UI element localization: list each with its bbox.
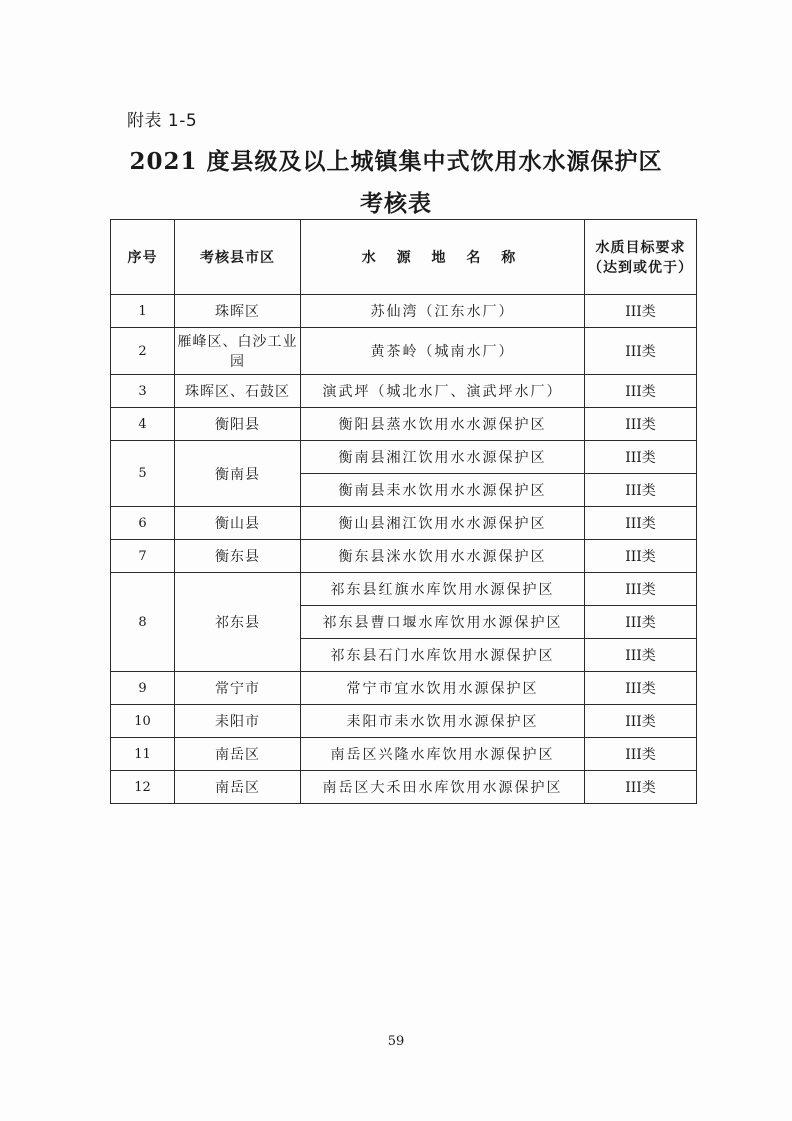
quality-target-cell: III类 <box>585 474 697 507</box>
table-row <box>111 441 697 474</box>
source-name-cell: 祁东县石门水库饮用水源保护区 <box>301 639 585 672</box>
serial-no-cell: 12 <box>111 771 175 804</box>
source-name-cell: 苏仙湾（江东水厂） <box>301 295 585 328</box>
quality-target-cell: III类 <box>585 738 697 771</box>
table-row <box>111 738 697 771</box>
source-name-cell: 衡南县湘江饮用水水源保护区 <box>301 441 585 474</box>
county-cell: 南岳区 <box>175 738 301 771</box>
county-cell: 南岳区 <box>175 771 301 804</box>
serial-no-cell: 5 <box>111 441 175 507</box>
header-serial-no: 序号 <box>111 220 175 295</box>
county-cell: 衡南县 <box>175 441 301 507</box>
table-row <box>111 328 697 375</box>
source-name-cell: 黄茶岭（城南水厂） <box>301 328 585 375</box>
county-cell: 祁东县 <box>175 573 301 672</box>
table-row <box>111 672 697 705</box>
county-cell: 珠晖区、石鼓区 <box>175 375 301 408</box>
document-title: 2021 度县级及以上城镇集中式饮用水水源保护区 <box>129 148 663 175</box>
table-row <box>111 295 697 328</box>
quality-target-cell: III类 <box>585 573 697 606</box>
source-name-cell: 衡阳县蒸水饮用水水源保护区 <box>301 408 585 441</box>
serial-no-cell: 10 <box>111 705 175 738</box>
quality-target-cell: III类 <box>585 375 697 408</box>
serial-no-cell: 8 <box>111 573 175 672</box>
serial-no-cell: 1 <box>111 295 175 328</box>
table-row <box>111 771 697 804</box>
source-name-cell: 衡山县湘江饮用水水源保护区 <box>301 507 585 540</box>
table-row <box>111 573 697 606</box>
quality-target-cell: III类 <box>585 507 697 540</box>
document-subtitle: 考核表 <box>360 190 432 217</box>
quality-target-cell: III类 <box>585 540 697 573</box>
quality-target-cell: III类 <box>585 295 697 328</box>
county-cell: 衡山县 <box>175 507 301 540</box>
quality-target-cell: III类 <box>585 771 697 804</box>
table-row <box>111 540 697 573</box>
source-name-cell: 常宁市宜水饮用水源保护区 <box>301 672 585 705</box>
source-name-cell: 祁东县曹口堰水库饮用水源保护区 <box>301 606 585 639</box>
source-name-cell: 演武坪（城北水厂、演武坪水厂） <box>301 375 585 408</box>
county-cell: 雁峰区、白沙工业园 <box>175 328 301 375</box>
county-cell: 常宁市 <box>175 672 301 705</box>
table-header-row <box>111 220 697 295</box>
quality-target-cell: III类 <box>585 328 697 375</box>
county-cell: 衡东县 <box>175 540 301 573</box>
attachment-label: 附表 1-5 <box>127 111 198 131</box>
quality-target-cell: III类 <box>585 441 697 474</box>
county-cell: 耒阳市 <box>175 705 301 738</box>
header-county: 考核县市区 <box>175 220 301 295</box>
serial-no-cell: 2 <box>111 328 175 375</box>
serial-no-cell: 7 <box>111 540 175 573</box>
serial-no-cell: 3 <box>111 375 175 408</box>
source-name-cell: 南岳区大禾田水库饮用水源保护区 <box>301 771 585 804</box>
source-name-cell: 衡南县耒水饮用水水源保护区 <box>301 474 585 507</box>
quality-target-cell: III类 <box>585 705 697 738</box>
serial-no-cell: 9 <box>111 672 175 705</box>
table-body <box>111 295 697 804</box>
header-quality-target: 水质目标要求（达到或优于） <box>585 220 697 295</box>
source-name-cell: 祁东县红旗水库饮用水源保护区 <box>301 573 585 606</box>
assessment-table <box>110 219 697 804</box>
page-number: 59 <box>387 1034 405 1049</box>
table-row <box>111 507 697 540</box>
quality-target-cell: III类 <box>585 408 697 441</box>
quality-target-cell: III类 <box>585 639 697 672</box>
source-name-cell: 衡东县洣水饮用水水源保护区 <box>301 540 585 573</box>
table-row <box>111 408 697 441</box>
header-source-name: 水 源 地 名 称 <box>301 220 585 295</box>
table-row <box>111 375 697 408</box>
source-name-cell: 南岳区兴隆水库饮用水源保护区 <box>301 738 585 771</box>
county-cell: 衡阳县 <box>175 408 301 441</box>
table-row <box>111 705 697 738</box>
serial-no-cell: 4 <box>111 408 175 441</box>
quality-target-cell: III类 <box>585 606 697 639</box>
serial-no-cell: 11 <box>111 738 175 771</box>
quality-target-cell: III类 <box>585 672 697 705</box>
serial-no-cell: 6 <box>111 507 175 540</box>
county-cell: 珠晖区 <box>175 295 301 328</box>
source-name-cell: 耒阳市耒水饮用水源保护区 <box>301 705 585 738</box>
